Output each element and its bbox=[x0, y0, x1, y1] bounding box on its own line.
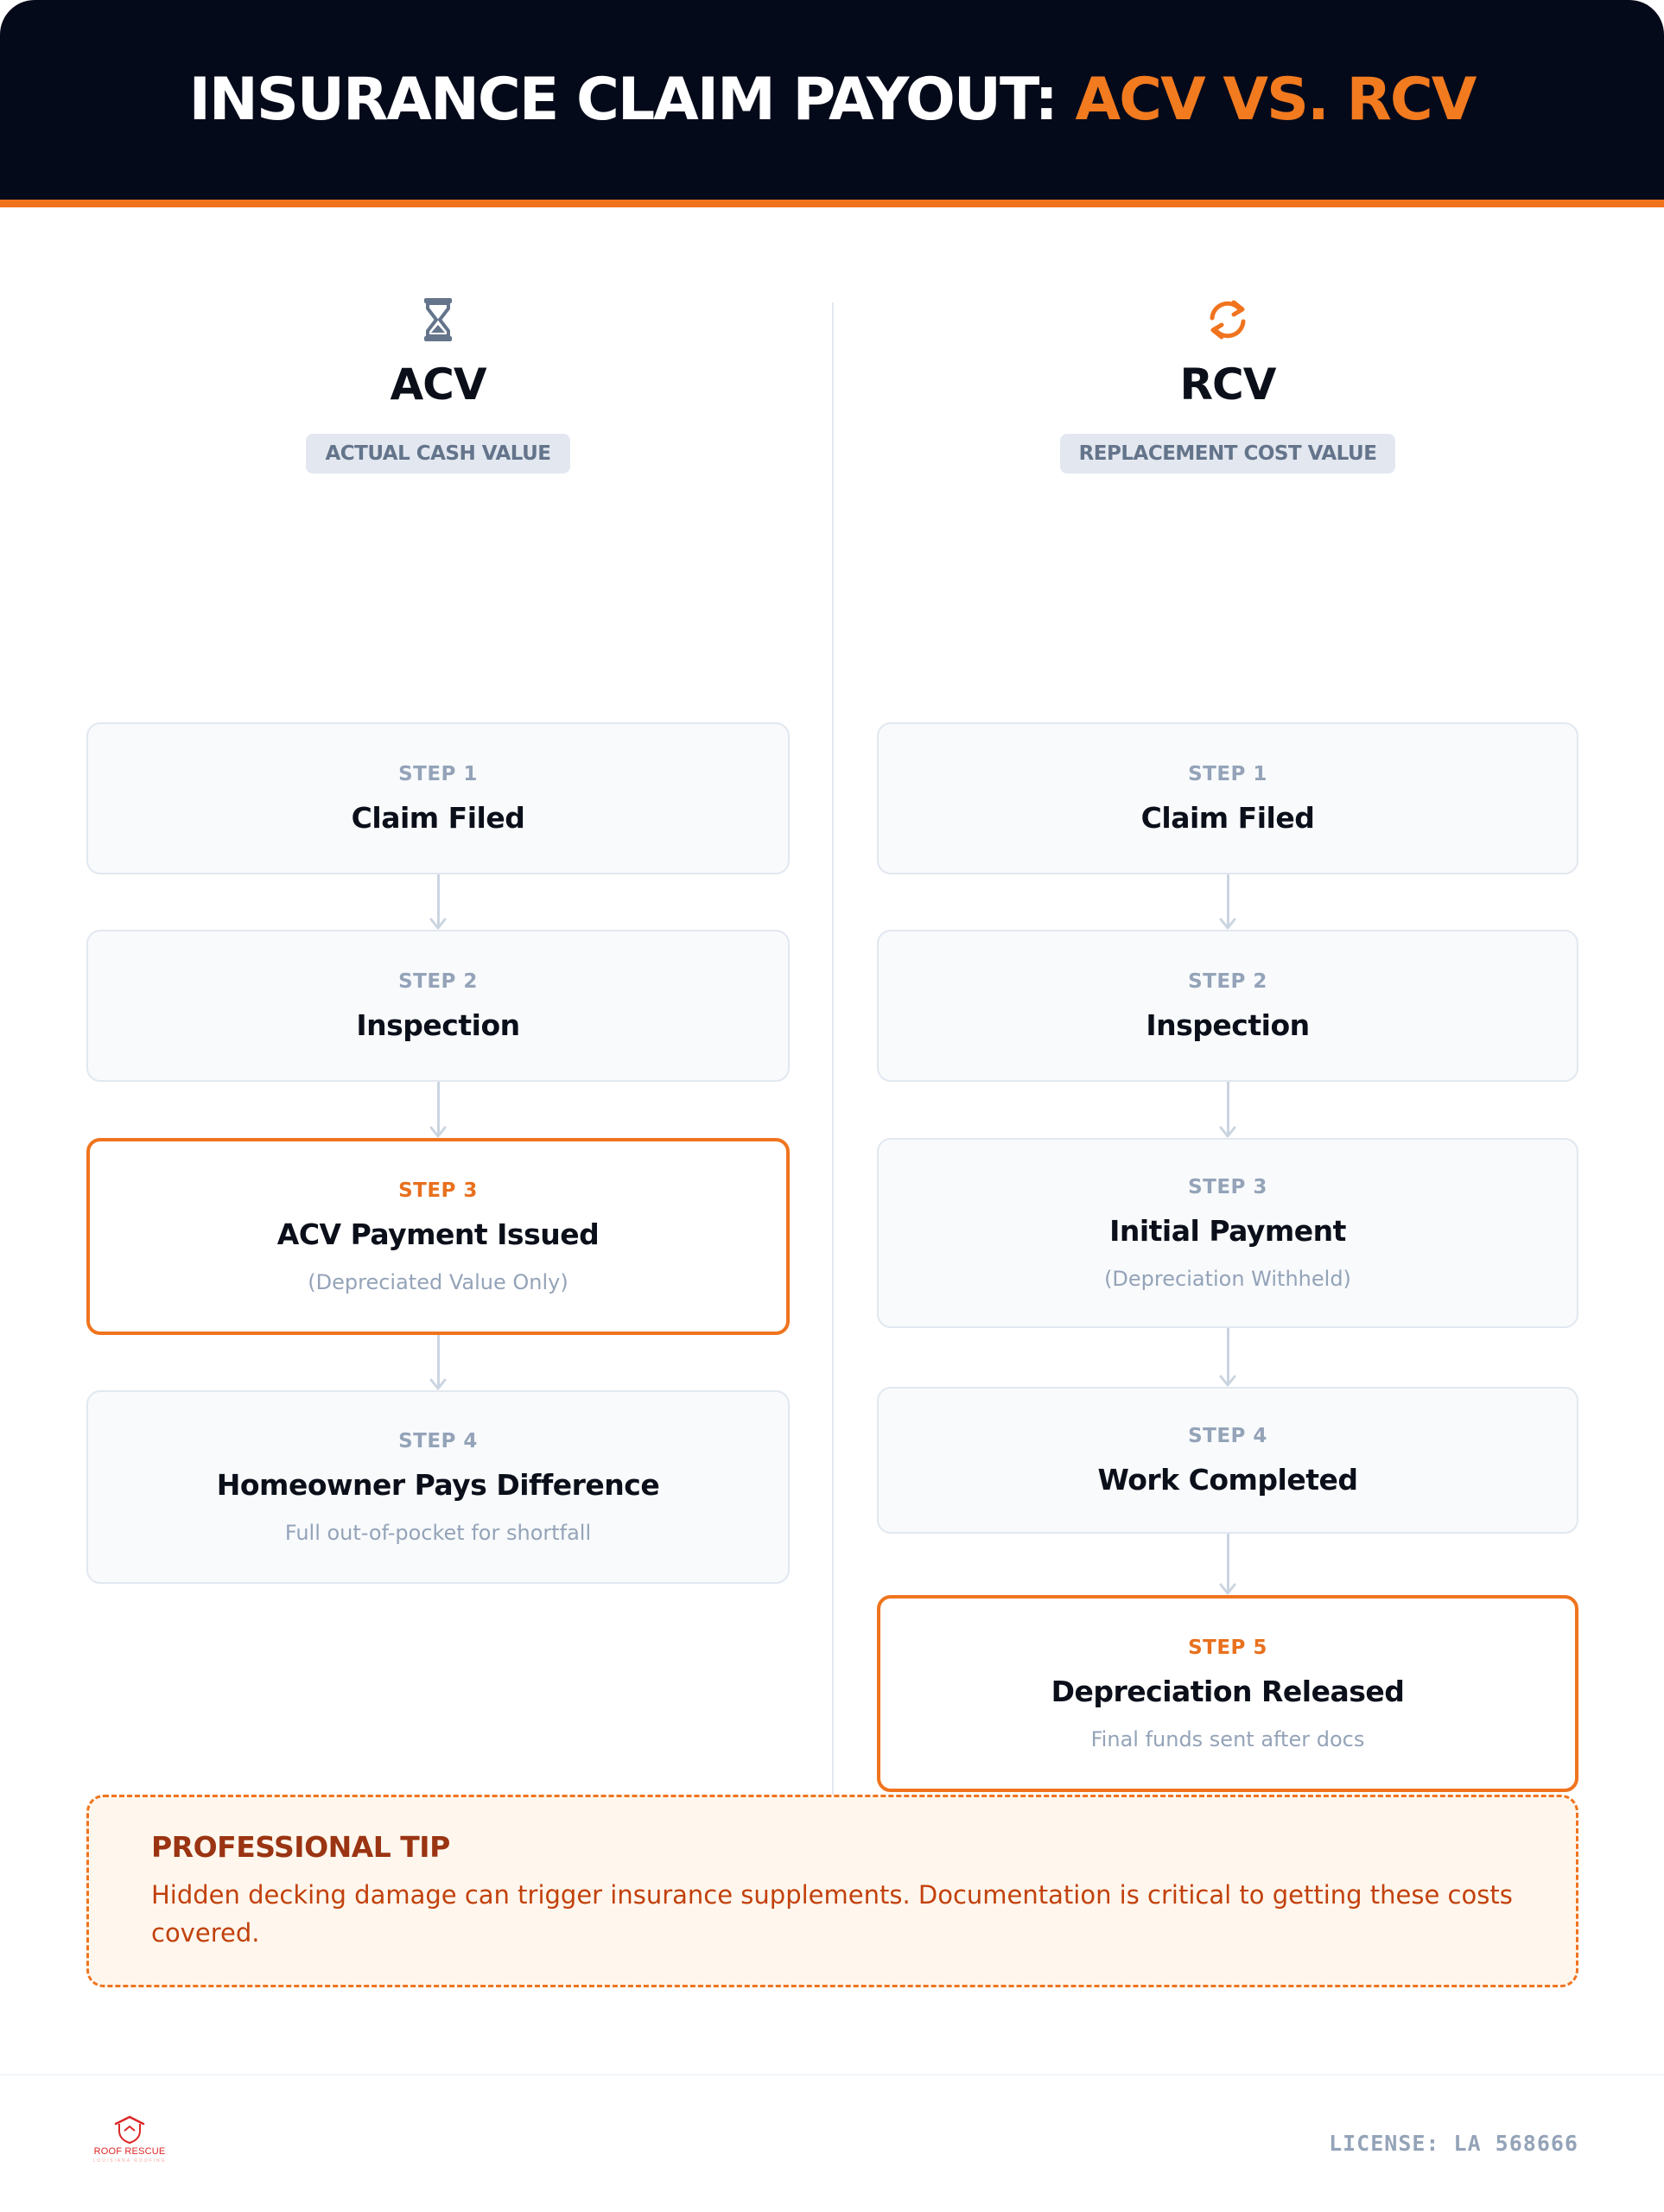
step-label: STEP 3 bbox=[398, 1179, 478, 1202]
tip-title: PROFESSIONAL TIP bbox=[151, 1830, 450, 1864]
page-title bbox=[189, 66, 1476, 134]
acv-step-1-card bbox=[86, 722, 790, 874]
column-divider bbox=[832, 302, 834, 1986]
acv-column bbox=[86, 294, 790, 1545]
license-number: LICENSE: LA 568666 bbox=[1329, 2131, 1578, 2156]
logo-text: ROOF RESCUE bbox=[93, 2146, 166, 2157]
step-label: STEP 2 bbox=[398, 969, 478, 993]
step-label: STEP 4 bbox=[398, 1429, 478, 1452]
rcv-badge: REPLACEMENT COST VALUE bbox=[1060, 434, 1396, 474]
footer-divider bbox=[0, 2074, 1664, 2075]
title-main: INSURANCE CLAIM PAYOUT: bbox=[188, 66, 1057, 134]
refresh-icon bbox=[1202, 294, 1254, 346]
step-title: Initial Payment bbox=[1109, 1213, 1346, 1248]
arrow-down-icon bbox=[429, 874, 447, 930]
arrow-down-icon bbox=[429, 1335, 447, 1390]
step-label: STEP 3 bbox=[1188, 1175, 1267, 1198]
step-title: ACV Payment Issued bbox=[276, 1217, 600, 1251]
hourglass-icon bbox=[412, 294, 464, 346]
logo-subtext: LOUISIANA ROOFING bbox=[92, 2158, 167, 2164]
step-subtitle: (Depreciated Value Only) bbox=[308, 1269, 568, 1294]
arrow-down-icon bbox=[1219, 1328, 1236, 1387]
step-title: Homeowner Pays Difference bbox=[216, 1467, 660, 1502]
rcv-header bbox=[877, 294, 1578, 474]
acv-header bbox=[86, 294, 790, 474]
acv-title: ACV bbox=[390, 359, 486, 410]
rcv-step-5-card bbox=[877, 1595, 1578, 1792]
tip-text: Hidden decking damage can trigger insurance supplements. Documentation is critical to getting these costs covered. bbox=[151, 1880, 1513, 1948]
shield-icon bbox=[112, 2113, 147, 2145]
rcv-title: RCV bbox=[1179, 359, 1276, 410]
step-title: Inspection bbox=[1146, 1007, 1310, 1042]
step-label: STEP 4 bbox=[1188, 1424, 1267, 1447]
acv-step-2-card bbox=[86, 930, 790, 1082]
arrow-down-icon bbox=[1219, 1082, 1236, 1138]
step-label: STEP 5 bbox=[1188, 1636, 1267, 1659]
rcv-step-2-card bbox=[877, 930, 1578, 1082]
header-banner bbox=[0, 0, 1664, 207]
arrow-down-icon bbox=[429, 1082, 447, 1138]
acv-step-3-card bbox=[86, 1138, 790, 1335]
step-label: STEP 1 bbox=[398, 762, 478, 785]
company-logo bbox=[86, 2113, 173, 2174]
step-subtitle: Final funds sent after docs bbox=[1090, 1726, 1365, 1751]
arrow-down-icon bbox=[1219, 874, 1236, 930]
step-title: Work Completed bbox=[1097, 1462, 1358, 1497]
step-subtitle: (Depreciation Withheld) bbox=[1104, 1266, 1351, 1291]
acv-step-4-card bbox=[86, 1390, 790, 1584]
rcv-step-3-card bbox=[877, 1138, 1578, 1328]
title-accent: ACV VS. RCV bbox=[1075, 66, 1476, 134]
step-title: Claim Filed bbox=[1140, 800, 1315, 835]
rcv-step-1-card bbox=[877, 722, 1578, 874]
step-label: STEP 2 bbox=[1188, 969, 1267, 993]
professional-tip-box bbox=[86, 1795, 1578, 1987]
rcv-column bbox=[877, 294, 1578, 1751]
step-title: Inspection bbox=[356, 1007, 520, 1042]
acv-badge: ACTUAL CASH VALUE bbox=[306, 434, 569, 474]
rcv-step-4-card bbox=[877, 1387, 1578, 1534]
arrow-down-icon bbox=[1219, 1534, 1236, 1595]
step-title: Claim Filed bbox=[351, 800, 525, 835]
step-subtitle: Full out-of-pocket for shortfall bbox=[284, 1520, 592, 1545]
step-label: STEP 1 bbox=[1188, 762, 1267, 785]
step-title: Depreciation Released bbox=[1051, 1674, 1405, 1708]
